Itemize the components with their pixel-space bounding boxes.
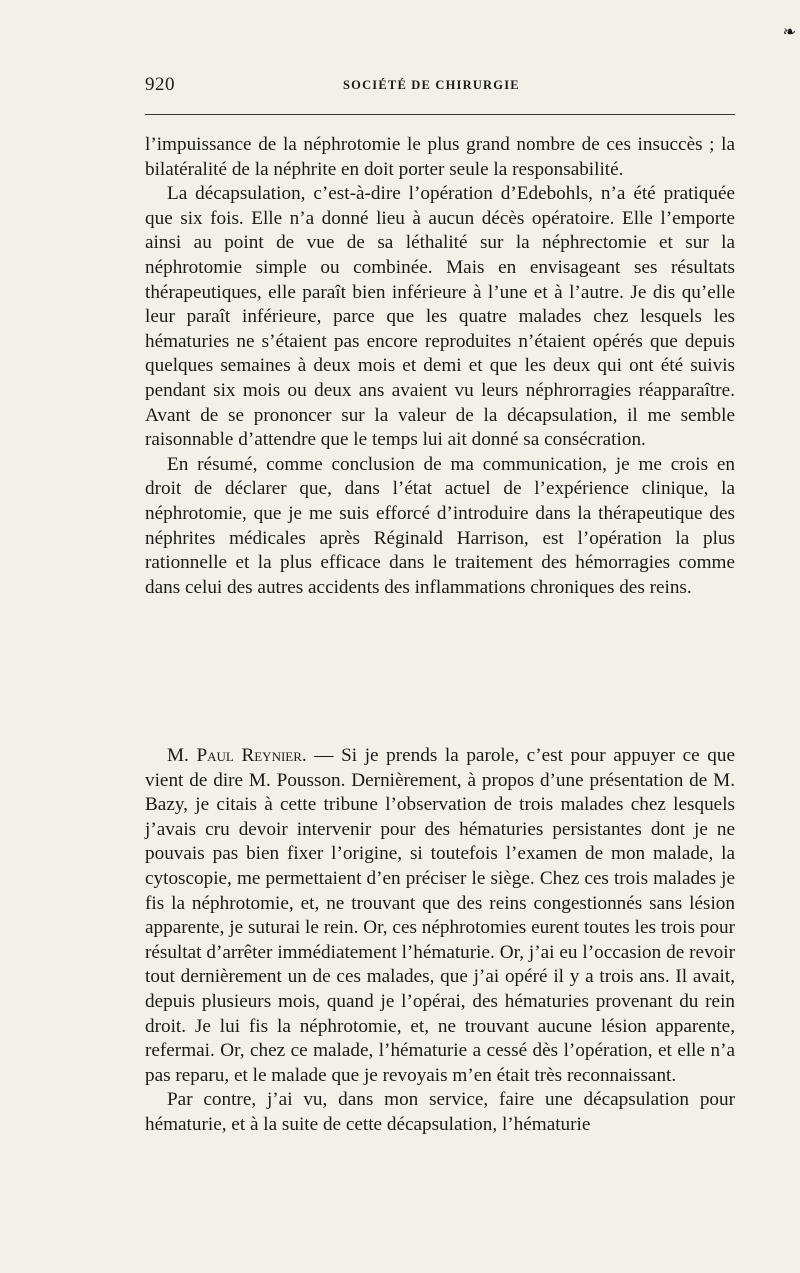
paragraph: l’impuissance de la néphrotomie le plus grand nombre de ces insuccès ; la bilatéralité de la néphrite en doit porter seule la responsabilité.: [145, 134, 735, 180]
page-header: [145, 74, 735, 100]
section-pousson-conclusion: [145, 133, 735, 600]
paragraph: Par contre, j’ai vu, dans mon service, faire une décapsulation pour hématurie, et à la suite de cette décapsulation, l’hématurie: [145, 1089, 735, 1135]
paragraph: [145, 744, 735, 1088]
section-reynier-remarks: [145, 744, 735, 1138]
paragraph: En résumé, comme conclusion de ma communication, je me crois en droit de déclarer que, dans l’état actuel de l’expérience clinique, la néphrotomie, que je me suis efforcé d’introduire dans la thérapeutique des néphrites médicales après Réginald Harrison, est l’opération la plus rationnelle et la plus efficace dans le traitement des hémorragies comme dans celui des autres accidents des inflammations chroniques des reins.: [145, 453, 735, 598]
speaker-name: M. Paul Reynier.: [167, 745, 307, 766]
header-rule: [145, 114, 735, 115]
corner-mark-icon: ❧: [782, 24, 796, 41]
page-number: 920: [145, 74, 175, 95]
paragraph: La décapsulation, c’est-à-dire l’opération d’Edebohls, n’a été pratiquée que six fois. Elle n’a donné lieu à aucun décès opératoire. Elle l’emporte ainsi au point de vue de sa léthalité sur la néphrectomie et sur la néphrotomie simple ou combinée. Mais en envisageant ses résultats thérapeutiques, elle paraît bien inférieure à l’une et à l’autre. Je dis qu’elle leur paraît inférieure, parce que les quatre malades chez lesquels les hématuries ne s’étaient pas encore reproduites n’étaient opérés que depuis quelques semaines à deux mois et demi et que les deux qui ont été suivis pendant six mois ou deux ans avaient vu leurs néphrorragies réapparaître. Avant de se prononcer sur la valeur de la décapsulation, il me semble raisonnable d’attendre que le temps lui ait donné sa consécration.: [145, 183, 735, 451]
paragraph-text: — Si je prends la parole, c’est pour appuyer ce que vient de dire M. Pousson. Dernièrement, à propos d’une présentation de M. Bazy, je citais à cette tribune l’observation de trois malades chez lesquels j’avais cru devoir intervenir pour des hématuries persistantes dont je ne pouvais pas bien fixer l’origine, si toutefois l’examen de mon malade, la cytoscopie, me permettaient d’en préciser le siège. Chez ces trois malades je fis la néphrotomie, et, ne trouvant que des reins congestionnés sans lésion apparente, je suturai le rein. Or, ces néphrotomies eurent toutes les trois pour résultat d’arrêter immédiatement l’hématurie. Or, j’ai eu l’occasion de revoir tout dernièrement un de ces malades, que j’ai opéré il y a trois ans. Il avait, depuis plusieurs mois, quand je l’opérai, des hématuries provenant du rein droit. Je lui fis la néphrotomie, et, ne trouvant aucune lésion apparente, refermai. Or, chez ce malade, l’hématurie a cessé dès l’opération, et elle n’a pas reparu, et le malade que je revoyais m’en était très reconnaissant.: [145, 745, 736, 1086]
running-head: SOCIÉTÉ DE CHIRURGIE: [343, 78, 520, 92]
